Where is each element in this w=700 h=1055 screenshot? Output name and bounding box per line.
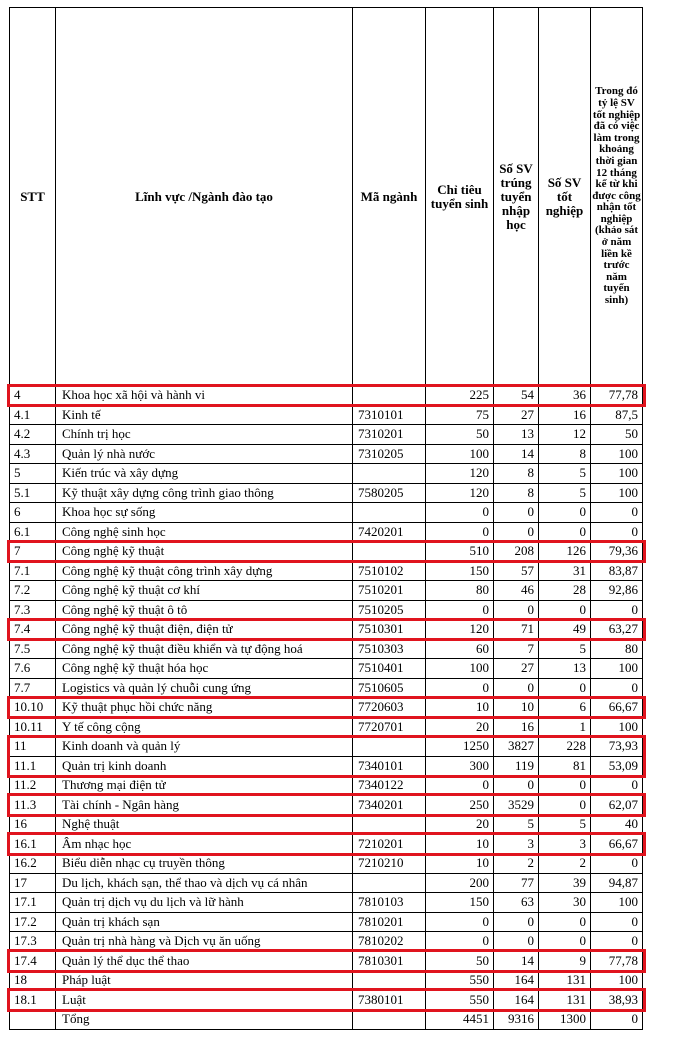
cell-enrolled: 119: [494, 756, 539, 776]
cell-quota: 0: [426, 678, 494, 698]
cell-quota: 550: [426, 971, 494, 991]
cell-quota: 1250: [426, 737, 494, 757]
cell-field: Luật: [56, 990, 353, 1010]
cell-field: Âm nhạc học: [56, 834, 353, 854]
cell-quota: 100: [426, 659, 494, 679]
table-row: [10, 698, 643, 718]
cell-code: 7510102: [353, 561, 426, 581]
cell-enrolled: 8: [494, 464, 539, 484]
cell-quota: 4451: [426, 1010, 494, 1030]
cell-rate: 87,5: [591, 405, 643, 425]
cell-code: 7310201: [353, 425, 426, 445]
cell-graduated: 131: [539, 990, 591, 1010]
cell-enrolled: 57: [494, 561, 539, 581]
cell-enrolled: 0: [494, 912, 539, 932]
cell-quota: 10: [426, 854, 494, 874]
cell-graduated: 2: [539, 854, 591, 874]
cell-code: 7810201: [353, 912, 426, 932]
cell-code: 7810301: [353, 951, 426, 971]
cell-enrolled: 0: [494, 932, 539, 952]
cell-graduated: 5: [539, 483, 591, 503]
table-row: [10, 990, 643, 1010]
cell-graduated: 31: [539, 561, 591, 581]
cell-stt: 4.3: [10, 444, 56, 464]
cell-rate: 0: [591, 854, 643, 874]
cell-stt: 18.1: [10, 990, 56, 1010]
cell-graduated: 3: [539, 834, 591, 854]
cell-code: 7810103: [353, 893, 426, 913]
cell-graduated: 6: [539, 698, 591, 718]
cell-code: 7510303: [353, 639, 426, 659]
table-row: [10, 873, 643, 893]
cell-enrolled: 0: [494, 776, 539, 796]
table-row: [10, 893, 643, 913]
cell-rate: 66,67: [591, 698, 643, 718]
cell-stt: 17.2: [10, 912, 56, 932]
cell-field: Pháp luật: [56, 971, 353, 991]
table-row: [10, 971, 643, 991]
cell-enrolled: 71: [494, 620, 539, 640]
cell-graduated: 13: [539, 659, 591, 679]
cell-code: [353, 464, 426, 484]
table-row: [10, 542, 643, 562]
table-row: [10, 522, 643, 542]
cell-graduated: 81: [539, 756, 591, 776]
cell-graduated: 5: [539, 639, 591, 659]
cell-rate: 100: [591, 893, 643, 913]
cell-stt: 17.3: [10, 932, 56, 952]
cell-rate: 100: [591, 717, 643, 737]
cell-field: Khoa học xã hội và hành vi: [56, 386, 353, 406]
cell-graduated: 0: [539, 522, 591, 542]
table-row: [10, 834, 643, 854]
cell-quota: 120: [426, 483, 494, 503]
cell-quota: 10: [426, 698, 494, 718]
cell-quota: 0: [426, 776, 494, 796]
cell-rate: 0: [591, 912, 643, 932]
cell-field: Công nghệ kỹ thuật điện, điện tử: [56, 620, 353, 640]
cell-field: Nghệ thuật: [56, 815, 353, 835]
header-stt: STT: [10, 8, 56, 386]
cell-enrolled: 13: [494, 425, 539, 445]
cell-stt: 16: [10, 815, 56, 835]
cell-graduated: 36: [539, 386, 591, 406]
cell-code: 7510301: [353, 620, 426, 640]
cell-enrolled: 5: [494, 815, 539, 835]
cell-enrolled: 63: [494, 893, 539, 913]
cell-enrolled: 54: [494, 386, 539, 406]
table-row: [10, 425, 643, 445]
cell-field: Kinh doanh và quản lý: [56, 737, 353, 757]
cell-graduated: 39: [539, 873, 591, 893]
cell-stt: 7.7: [10, 678, 56, 698]
cell-graduated: 1: [539, 717, 591, 737]
cell-graduated: 5: [539, 815, 591, 835]
cell-enrolled: 14: [494, 951, 539, 971]
cell-field: Công nghệ kỹ thuật cơ khí: [56, 581, 353, 601]
cell-code: 7510205: [353, 600, 426, 620]
cell-field: Quản lý thể dục thể thao: [56, 951, 353, 971]
header-enrolled: Số SV trúng tuyển nhập học: [494, 8, 539, 386]
cell-enrolled: 14: [494, 444, 539, 464]
cell-enrolled: 3529: [494, 795, 539, 815]
cell-code: 7720701: [353, 717, 426, 737]
cell-field: Kỹ thuật phục hồi chức năng: [56, 698, 353, 718]
cell-graduated: 12: [539, 425, 591, 445]
cell-code: 7580205: [353, 483, 426, 503]
cell-field: Biểu diễn nhạc cụ truyền thông: [56, 854, 353, 874]
cell-quota: 250: [426, 795, 494, 815]
cell-graduated: 0: [539, 932, 591, 952]
cell-code: [353, 386, 426, 406]
cell-graduated: 126: [539, 542, 591, 562]
cell-code: 7310205: [353, 444, 426, 464]
cell-stt: 16.1: [10, 834, 56, 854]
cell-field: Kiến trúc và xây dựng: [56, 464, 353, 484]
cell-enrolled: 27: [494, 405, 539, 425]
table-row: [10, 678, 643, 698]
table-body: [10, 386, 643, 1030]
header-graduated: Số SV tốt nghiệp: [539, 8, 591, 386]
cell-quota: 10: [426, 834, 494, 854]
cell-quota: 60: [426, 639, 494, 659]
cell-enrolled: 9316: [494, 1010, 539, 1030]
cell-rate: 92,86: [591, 581, 643, 601]
cell-quota: 50: [426, 425, 494, 445]
table-row: [10, 444, 643, 464]
cell-stt: 7.3: [10, 600, 56, 620]
cell-rate: 100: [591, 483, 643, 503]
cell-code: 7340101: [353, 756, 426, 776]
cell-enrolled: 0: [494, 600, 539, 620]
table-row: [10, 815, 643, 835]
table-row: [10, 795, 643, 815]
cell-graduated: 8: [539, 444, 591, 464]
cell-enrolled: 0: [494, 522, 539, 542]
cell-stt: 7: [10, 542, 56, 562]
cell-field: Công nghệ sinh học: [56, 522, 353, 542]
cell-stt: 11: [10, 737, 56, 757]
cell-stt: 4.2: [10, 425, 56, 445]
cell-code: 7510605: [353, 678, 426, 698]
table-row: [10, 483, 643, 503]
cell-graduated: 9: [539, 951, 591, 971]
cell-quota: 0: [426, 912, 494, 932]
cell-code: [353, 737, 426, 757]
cell-rate: 100: [591, 659, 643, 679]
cell-enrolled: 2: [494, 854, 539, 874]
cell-rate: 79,36: [591, 542, 643, 562]
cell-field: Kỹ thuật xây dựng công trình giao thông: [56, 483, 353, 503]
cell-quota: 0: [426, 600, 494, 620]
cell-code: 7340201: [353, 795, 426, 815]
cell-enrolled: 0: [494, 678, 539, 698]
cell-stt: 10.10: [10, 698, 56, 718]
cell-graduated: 0: [539, 776, 591, 796]
cell-graduated: 16: [539, 405, 591, 425]
table-row: [10, 776, 643, 796]
cell-rate: 77,78: [591, 386, 643, 406]
table-row: [10, 932, 643, 952]
cell-rate: 100: [591, 971, 643, 991]
cell-graduated: 0: [539, 795, 591, 815]
header-quota: Chỉ tiêu tuyển sinh: [426, 8, 494, 386]
cell-stt: 7.2: [10, 581, 56, 601]
cell-field: Tổng: [56, 1010, 353, 1030]
cell-rate: 66,67: [591, 834, 643, 854]
cell-enrolled: 3827: [494, 737, 539, 757]
table-row: [10, 600, 643, 620]
cell-graduated: 0: [539, 503, 591, 523]
cell-rate: 73,93: [591, 737, 643, 757]
cell-quota: 300: [426, 756, 494, 776]
cell-code: 7510401: [353, 659, 426, 679]
cell-code: 7810202: [353, 932, 426, 952]
header-code: Mã ngành: [353, 8, 426, 386]
table-row: [10, 639, 643, 659]
cell-stt: 18: [10, 971, 56, 991]
cell-graduated: 0: [539, 678, 591, 698]
cell-field: Công nghệ kỹ thuật ô tô: [56, 600, 353, 620]
table-row: [10, 620, 643, 640]
cell-rate: 50: [591, 425, 643, 445]
cell-rate: 94,87: [591, 873, 643, 893]
table-row: [10, 1010, 643, 1030]
table-row: [10, 561, 643, 581]
cell-stt: [10, 1010, 56, 1030]
cell-code: 7420201: [353, 522, 426, 542]
cell-graduated: 131: [539, 971, 591, 991]
cell-enrolled: 8: [494, 483, 539, 503]
cell-stt: 7.1: [10, 561, 56, 581]
cell-stt: 17.1: [10, 893, 56, 913]
table-row: [10, 503, 643, 523]
cell-enrolled: 10: [494, 698, 539, 718]
cell-stt: 4.1: [10, 405, 56, 425]
cell-enrolled: 164: [494, 990, 539, 1010]
table-row: [10, 717, 643, 737]
cell-stt: 16.2: [10, 854, 56, 874]
cell-enrolled: 77: [494, 873, 539, 893]
cell-quota: 0: [426, 522, 494, 542]
cell-field: Logistics và quản lý chuỗi cung ứng: [56, 678, 353, 698]
cell-rate: 0: [591, 932, 643, 952]
cell-field: Quản lý nhà nước: [56, 444, 353, 464]
cell-code: [353, 1010, 426, 1030]
table-row: [10, 912, 643, 932]
cell-stt: 4: [10, 386, 56, 406]
cell-code: [353, 971, 426, 991]
cell-rate: 100: [591, 444, 643, 464]
cell-enrolled: 0: [494, 503, 539, 523]
cell-code: [353, 873, 426, 893]
cell-rate: 83,87: [591, 561, 643, 581]
cell-quota: 20: [426, 815, 494, 835]
cell-code: 7510201: [353, 581, 426, 601]
cell-rate: 0: [591, 1010, 643, 1030]
cell-quota: 510: [426, 542, 494, 562]
table-row: [10, 581, 643, 601]
cell-stt: 11.2: [10, 776, 56, 796]
cell-field: Quản trị khách sạn: [56, 912, 353, 932]
cell-field: Chính trị học: [56, 425, 353, 445]
cell-quota: 100: [426, 444, 494, 464]
cell-quota: 550: [426, 990, 494, 1010]
cell-rate: 62,07: [591, 795, 643, 815]
table-row: [10, 464, 643, 484]
cell-rate: 38,93: [591, 990, 643, 1010]
cell-code: 7380101: [353, 990, 426, 1010]
table-row: [10, 659, 643, 679]
enrollment-table: [9, 7, 643, 1030]
table-header-row: [10, 8, 643, 386]
cell-enrolled: 164: [494, 971, 539, 991]
cell-graduated: 1300: [539, 1010, 591, 1030]
cell-field: Y tế công cộng: [56, 717, 353, 737]
cell-stt: 7.6: [10, 659, 56, 679]
cell-field: Quản trị kinh doanh: [56, 756, 353, 776]
cell-enrolled: 208: [494, 542, 539, 562]
cell-enrolled: 27: [494, 659, 539, 679]
table-row: [10, 737, 643, 757]
cell-rate: 0: [591, 600, 643, 620]
cell-rate: 40: [591, 815, 643, 835]
cell-quota: 225: [426, 386, 494, 406]
cell-field: Công nghệ kỹ thuật công trình xây dựng: [56, 561, 353, 581]
table-row: [10, 756, 643, 776]
cell-code: 7340122: [353, 776, 426, 796]
cell-enrolled: 3: [494, 834, 539, 854]
cell-code: [353, 503, 426, 523]
header-employed-rate: Trong đó tỷ lệ SV tốt nghiệp đã có việc làm trong khoảng thời gian 12 tháng kể từ khi được công nhận tốt nghiệp (khảo sát ở năm liền kề trước năm tuyển sinh): [591, 8, 643, 386]
cell-quota: 80: [426, 581, 494, 601]
cell-code: 7310101: [353, 405, 426, 425]
cell-rate: 0: [591, 522, 643, 542]
cell-quota: 50: [426, 951, 494, 971]
table-row: [10, 405, 643, 425]
cell-quota: 120: [426, 464, 494, 484]
cell-stt: 11.3: [10, 795, 56, 815]
table-row: [10, 854, 643, 874]
cell-enrolled: 46: [494, 581, 539, 601]
table-row: [10, 951, 643, 971]
cell-field: Thương mại điện tử: [56, 776, 353, 796]
cell-quota: 120: [426, 620, 494, 640]
cell-code: [353, 815, 426, 835]
cell-code: [353, 542, 426, 562]
table-row: [10, 386, 643, 406]
cell-field: Khoa học sự sống: [56, 503, 353, 523]
cell-rate: 53,09: [591, 756, 643, 776]
cell-rate: 77,78: [591, 951, 643, 971]
cell-stt: 6: [10, 503, 56, 523]
cell-graduated: 228: [539, 737, 591, 757]
cell-rate: 100: [591, 464, 643, 484]
cell-rate: 0: [591, 678, 643, 698]
cell-field: Kinh tế: [56, 405, 353, 425]
cell-graduated: 30: [539, 893, 591, 913]
cell-code: 7210210: [353, 854, 426, 874]
cell-stt: 17: [10, 873, 56, 893]
cell-graduated: 5: [539, 464, 591, 484]
cell-stt: 5.1: [10, 483, 56, 503]
cell-field: Quản trị nhà hàng và Dịch vụ ăn uống: [56, 932, 353, 952]
cell-field: Công nghệ kỹ thuật: [56, 542, 353, 562]
cell-quota: 0: [426, 503, 494, 523]
cell-rate: 80: [591, 639, 643, 659]
cell-field: Du lịch, khách sạn, thể thao và dịch vụ cá nhân: [56, 873, 353, 893]
cell-field: Quản trị dịch vụ du lịch và lữ hành: [56, 893, 353, 913]
cell-stt: 7.4: [10, 620, 56, 640]
cell-quota: 0: [426, 932, 494, 952]
cell-quota: 75: [426, 405, 494, 425]
cell-enrolled: 16: [494, 717, 539, 737]
cell-quota: 150: [426, 561, 494, 581]
cell-stt: 11.1: [10, 756, 56, 776]
cell-stt: 10.11: [10, 717, 56, 737]
cell-rate: 63,27: [591, 620, 643, 640]
cell-quota: 150: [426, 893, 494, 913]
cell-graduated: 49: [539, 620, 591, 640]
cell-graduated: 0: [539, 912, 591, 932]
cell-stt: 5: [10, 464, 56, 484]
cell-stt: 7.5: [10, 639, 56, 659]
cell-graduated: 0: [539, 600, 591, 620]
cell-quota: 20: [426, 717, 494, 737]
cell-enrolled: 7: [494, 639, 539, 659]
cell-stt: 17.4: [10, 951, 56, 971]
cell-rate: 0: [591, 776, 643, 796]
cell-code: 7210201: [353, 834, 426, 854]
cell-field: Công nghệ kỹ thuật hóa học: [56, 659, 353, 679]
cell-code: 7720603: [353, 698, 426, 718]
cell-field: Công nghệ kỹ thuật điều khiển và tự động hoá: [56, 639, 353, 659]
header-field: Lĩnh vực /Ngành đào tạo: [56, 8, 353, 386]
cell-graduated: 28: [539, 581, 591, 601]
cell-quota: 200: [426, 873, 494, 893]
cell-rate: 0: [591, 503, 643, 523]
cell-stt: 6.1: [10, 522, 56, 542]
cell-field: Tài chính - Ngân hàng: [56, 795, 353, 815]
